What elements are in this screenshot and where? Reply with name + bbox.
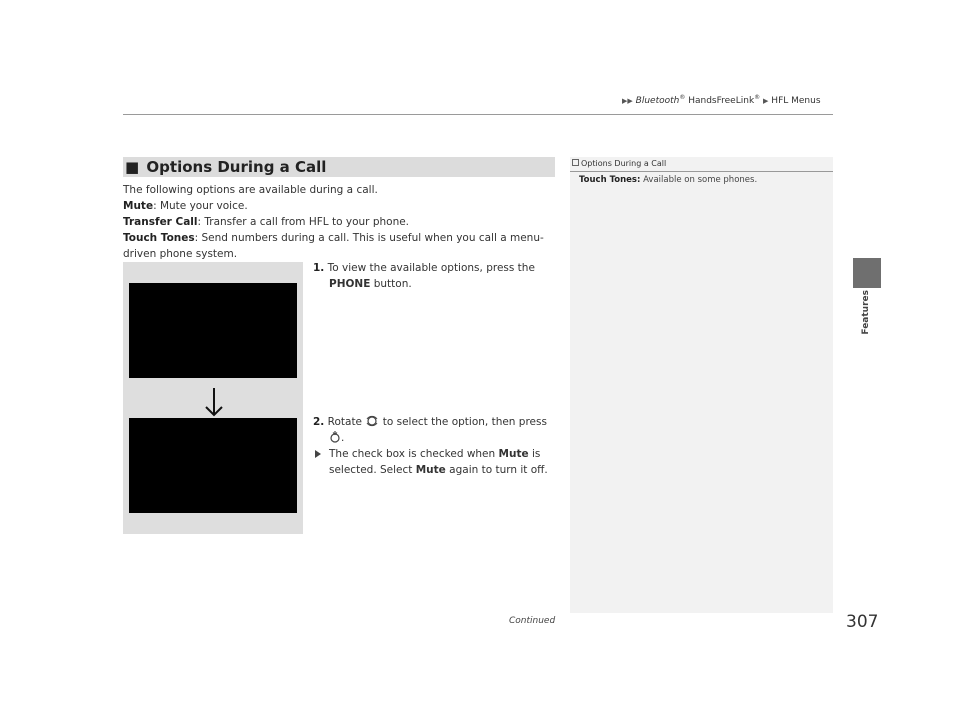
phone-button-label: PHONE [329,278,371,290]
section-body [123,182,563,262]
side-note-title: Options During a Call [570,157,833,172]
breadcrumb-arrow-icon: ▶▶ [622,97,633,105]
step-1: 1. To view the available options, press the PHONE button. [313,262,535,290]
side-note-box [570,157,833,613]
side-tab-label [852,290,882,390]
side-note-body: Touch Tones: Available on some phones. [579,175,758,185]
down-arrow-icon [201,386,227,418]
side-tab-text: Features [861,290,871,335]
header-rule [123,114,833,115]
option-touch-tones: Touch Tones: Send numbers during a call. This is useful when you call a menu- [123,232,544,244]
breadcrumb-bluetooth: Bluetooth [635,96,680,106]
breadcrumb-arrow-icon: ▶ [763,97,769,105]
screen-image-top [129,283,297,378]
breadcrumb-handsfreelink: HandsFreeLink [688,96,755,106]
page-number: 307 [846,612,879,632]
section-heading [123,157,555,177]
breadcrumb-hfl-menus: HFL Menus [771,96,821,106]
option-continuation: driven phone system. [123,248,238,260]
note-box-icon [572,159,579,166]
breadcrumb: ▶▶ Bluetooth® HandsFreeLink® ▶ HFL Menus [622,94,821,106]
option-transfer-call: Transfer Call: Transfer a call from HFL to your phone. [123,216,410,228]
side-tab-marker [853,258,881,288]
continued-label: Continued [509,616,556,626]
section-square-icon: ■ [125,158,140,176]
note-triangle-icon [315,450,321,458]
step-2-note: The check box is checked when Mute is [313,446,563,462]
intro-text: The following options are available during a call. [123,184,378,196]
section-title: Options During a Call [146,158,327,176]
interface-dial-press-icon [329,430,341,444]
screen-image-bottom [129,418,297,513]
screen-illustration-panel [123,262,303,534]
interface-dial-rotate-icon [365,414,379,428]
step-2: 2. Rotate to select the option, then press . The check box is checked when Mute is selected. Select Mute again to turn it off. [313,414,563,478]
option-mute: Mute: Mute your voice. [123,200,248,212]
